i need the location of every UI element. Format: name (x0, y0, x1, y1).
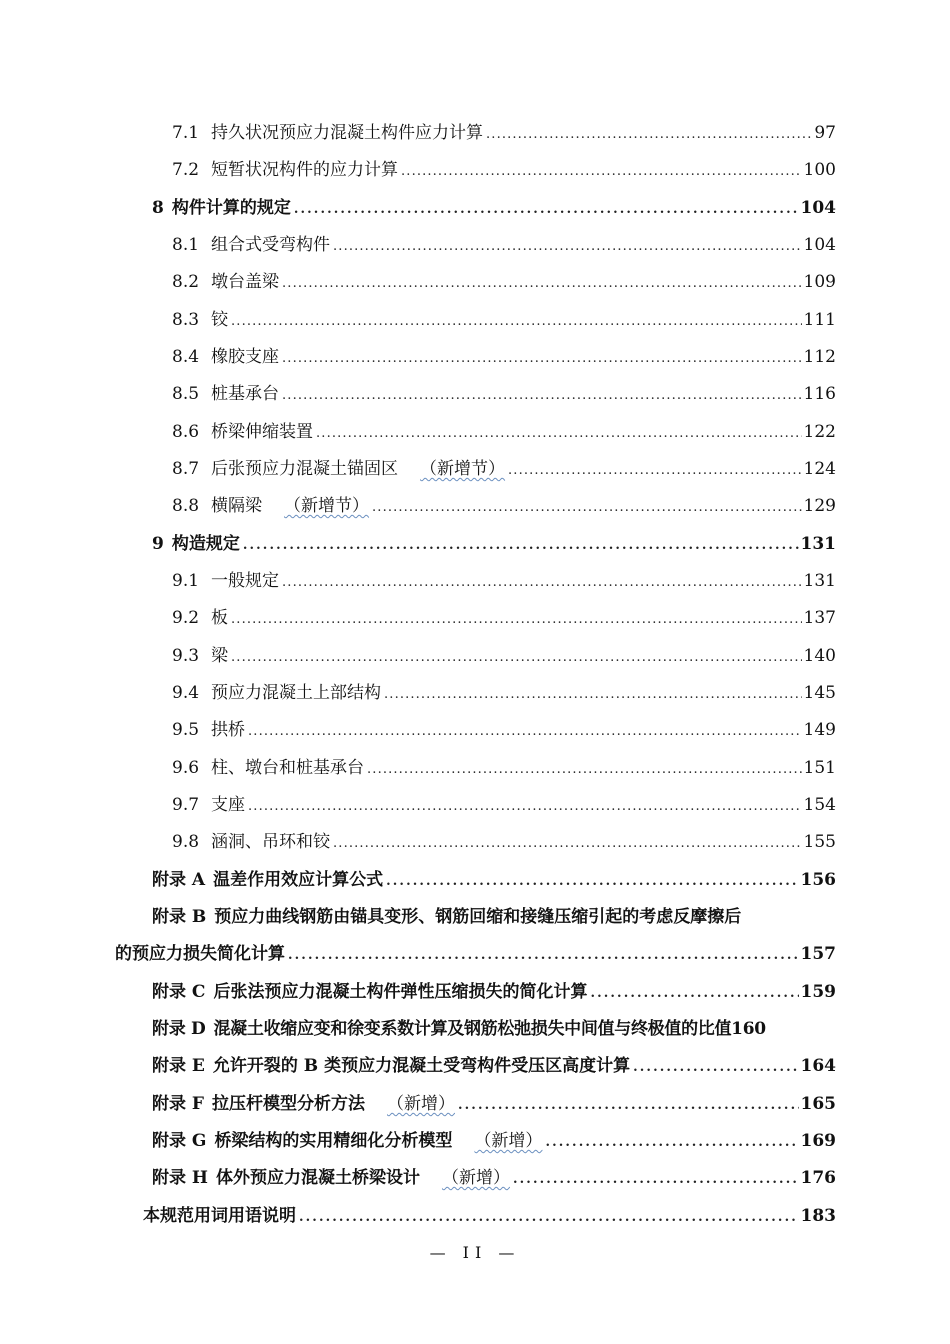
chapter-page: 104 (800, 198, 836, 218)
chapter-title: 构件计算的规定 (171, 198, 291, 218)
toc-appendix[interactable] (152, 1018, 836, 1040)
dot-leader (299, 1207, 799, 1229)
toc-entry[interactable] (172, 719, 836, 743)
dot-leader (401, 161, 802, 183)
appendix-page: 157 (800, 944, 836, 964)
entry-title: 梁 (211, 646, 229, 666)
entry-page: 154 (803, 795, 836, 815)
entry-page: 145 (803, 683, 836, 703)
entry-number: 7.1 (172, 123, 200, 143)
dot-leader (486, 124, 812, 146)
dot-leader (282, 348, 802, 370)
entry-title: 板 (211, 608, 229, 628)
appendix-page: 160 (731, 1019, 766, 1039)
entry-page: 104 (803, 235, 836, 255)
dot-leader (282, 385, 802, 407)
appendix-number: 附录 H (152, 1168, 208, 1188)
dot-leader (231, 311, 802, 333)
dot-leader (231, 647, 802, 669)
toc-entry[interactable] (172, 122, 836, 146)
dot-leader (282, 273, 802, 295)
dot-leader (372, 497, 802, 519)
entry-number: 8.1 (172, 235, 200, 255)
entry-page: 149 (803, 720, 836, 740)
entry-number: 8.8 (172, 496, 200, 516)
entry-page: 109 (803, 272, 836, 292)
entry-title: 桩基承台 (211, 384, 280, 404)
entry-number: 8.4 (172, 347, 200, 367)
entry-page: 124 (803, 459, 836, 479)
dot-leader (545, 1132, 798, 1154)
toc-appendix-continuation[interactable] (115, 943, 836, 967)
entry-title: 一般规定 (211, 571, 280, 591)
toc-terminology[interactable] (143, 1205, 836, 1229)
chapter-number: 9 (152, 534, 164, 554)
appendix-title: 温差作用效应计算公式 (213, 870, 384, 890)
entry-number: 7.2 (172, 160, 200, 180)
entry-title: 支座 (211, 795, 246, 815)
dot-leader (367, 759, 802, 781)
entry-page: 116 (803, 384, 836, 404)
toc-entry[interactable] (172, 309, 836, 333)
toc-entry[interactable] (172, 570, 836, 594)
new-tag: （新增） (474, 1131, 543, 1151)
entry-number: 9.7 (172, 795, 200, 815)
toc-chapter[interactable] (152, 533, 836, 557)
dot-leader (282, 572, 802, 594)
entry-title: 拱桥 (211, 720, 246, 740)
toc-entry[interactable] (172, 383, 836, 407)
appendix-title: 允许开裂的 B 类预应力混凝土受弯构件受压区高度计算 (212, 1056, 631, 1076)
toc-appendix[interactable] (152, 1055, 836, 1079)
entry-page: 151 (803, 758, 836, 778)
dot-leader (288, 945, 799, 967)
chapter-title: 构造规定 (171, 534, 240, 554)
entry-title: 涵洞、吊环和铰 (211, 832, 331, 852)
toc-entry[interactable] (172, 495, 836, 519)
entry-title: 组合式受弯构件 (211, 235, 331, 255)
entry-page: 122 (803, 422, 836, 442)
dot-leader (508, 460, 802, 482)
entry-page: 131 (803, 571, 836, 591)
dot-leader (386, 871, 798, 893)
entry-number: 9.2 (172, 608, 200, 628)
appendix-number: 附录 F (152, 1094, 204, 1114)
appendix-title-continued: 的预应力损失简化计算 (115, 944, 285, 964)
terminology-page: 183 (800, 1206, 836, 1226)
entry-number: 9.6 (172, 758, 200, 778)
toc-appendix[interactable] (152, 869, 836, 893)
toc-entry[interactable] (172, 346, 836, 370)
entry-title: 持久状况预应力混凝土构件应力计算 (211, 123, 484, 143)
entry-number: 9.4 (172, 683, 200, 703)
toc-appendix[interactable] (152, 1093, 836, 1117)
entry-number: 9.3 (172, 646, 200, 666)
entry-page: 140 (803, 646, 836, 666)
dot-leader (248, 721, 802, 743)
appendix-page: 169 (800, 1131, 836, 1151)
dot-leader (248, 796, 802, 818)
dot-leader (590, 983, 798, 1005)
entry-title: 橡胶支座 (211, 347, 280, 367)
appendix-number: 附录 E (152, 1056, 205, 1076)
toc-entry[interactable] (172, 607, 836, 631)
appendix-title: 拉压杆模型分析方法 (212, 1094, 365, 1114)
appendix-title: 预应力曲线钢筋由锚具变形、钢筋回缩和接缝压缩引起的考虑反摩擦后 (214, 907, 742, 927)
entry-number: 9.5 (172, 720, 200, 740)
toc-entry[interactable] (172, 682, 836, 706)
toc-entry[interactable] (172, 271, 836, 295)
entry-number: 9.8 (172, 832, 200, 852)
dot-leader (294, 199, 799, 221)
appendix-number: 附录 G (152, 1131, 207, 1151)
entry-page: 111 (803, 310, 836, 330)
toc-appendix[interactable] (152, 981, 836, 1005)
appendix-page: 156 (800, 870, 836, 890)
dot-leader (633, 1057, 798, 1079)
page-number-footer: — II — (429, 1243, 521, 1262)
toc-entry[interactable] (172, 458, 836, 482)
entry-page: 137 (803, 608, 836, 628)
chapter-number: 8 (152, 198, 164, 218)
appendix-number: 附录 A (152, 870, 206, 890)
appendix-page: 176 (800, 1168, 836, 1188)
toc-appendix-first-line[interactable] (152, 906, 741, 928)
entry-page: 112 (803, 347, 836, 367)
dot-leader (316, 423, 802, 445)
entry-page: 100 (803, 160, 836, 180)
entry-page: 155 (803, 832, 836, 852)
dot-leader (384, 684, 802, 706)
appendix-title: 桥梁结构的实用精细化分析模型 (214, 1131, 453, 1151)
entry-number: 8.7 (172, 459, 200, 479)
entry-title: 后张预应力混凝土锚固区 (211, 459, 399, 479)
dot-leader (513, 1169, 799, 1191)
toc-entry[interactable] (172, 645, 836, 669)
dot-leader (458, 1095, 799, 1117)
entry-title: 预应力混凝土上部结构 (211, 683, 382, 703)
dot-leader (333, 236, 802, 258)
entry-title: 桥梁伸缩装置 (211, 422, 314, 442)
new-section-tag: （新增节） (420, 459, 506, 479)
entry-title: 横隔梁 (211, 496, 263, 516)
appendix-title: 后张法预应力混凝土构件弹性压缩损失的简化计算 (213, 982, 588, 1002)
dot-leader (243, 535, 799, 557)
new-section-tag: （新增节） (284, 496, 370, 516)
entry-number: 8.2 (172, 272, 200, 292)
entry-page: 97 (814, 123, 836, 143)
entry-number: 8.3 (172, 310, 200, 330)
toc-appendix[interactable] (152, 1167, 836, 1191)
entry-title: 铰 (211, 310, 229, 330)
appendix-title: 体外预应力混凝土桥梁设计 (215, 1168, 420, 1188)
entry-title: 短暂状况构件的应力计算 (211, 160, 399, 180)
dot-leader (231, 609, 802, 631)
toc-entry[interactable] (172, 234, 836, 258)
appendix-page: 164 (800, 1056, 836, 1076)
chapter-page: 131 (800, 534, 836, 554)
new-tag: （新增） (441, 1168, 510, 1188)
entry-number: 9.1 (172, 571, 200, 591)
entry-title: 墩台盖梁 (211, 272, 280, 292)
appendix-number: 附录 B (152, 907, 207, 927)
appendix-title: 混凝土收缩应变和徐变系数计算及钢筋松弛损失中间值与终极值的比值 (213, 1019, 732, 1039)
appendix-number: 附录 C (152, 982, 206, 1002)
toc-entry[interactable] (172, 831, 836, 855)
entry-number: 8.5 (172, 384, 200, 404)
entry-number: 8.6 (172, 422, 200, 442)
appendix-number: 附录 D (152, 1019, 206, 1039)
toc-entry[interactable] (172, 421, 836, 445)
toc-entry[interactable] (172, 159, 836, 183)
toc-chapter[interactable] (152, 197, 836, 221)
entry-page: 129 (803, 496, 836, 516)
toc-entry[interactable] (172, 794, 836, 818)
dot-leader (333, 833, 802, 855)
appendix-page: 165 (800, 1094, 836, 1114)
terminology-title: 本规范用词用语说明 (143, 1206, 296, 1226)
entry-title: 柱、墩台和桩基承台 (211, 758, 365, 778)
new-tag: （新增） (387, 1094, 455, 1114)
toc-appendix[interactable] (152, 1130, 836, 1154)
toc-entry[interactable] (172, 757, 836, 781)
appendix-page: 159 (800, 982, 836, 1002)
